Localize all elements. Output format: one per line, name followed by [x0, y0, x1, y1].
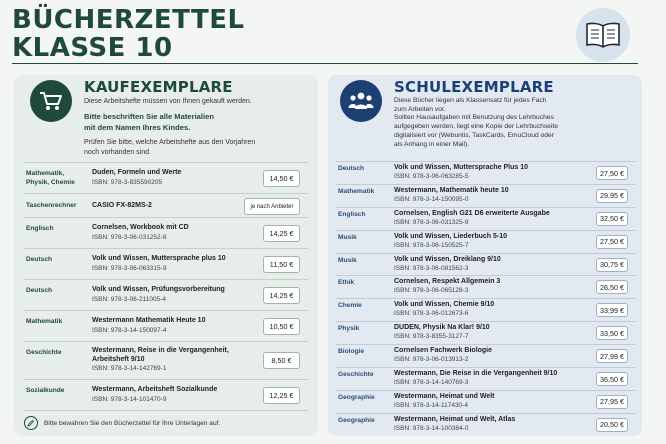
- table-row: [336, 185, 636, 208]
- book-isbn: ISBN: 978-3-14-101470-9: [92, 396, 167, 403]
- table-row: [24, 342, 308, 380]
- book-title: Westermann, Die Reise in die Vergangenheit 9/10: [394, 370, 558, 378]
- pencil-icon: [24, 416, 38, 430]
- open-book-icon: [576, 8, 630, 62]
- table-row: [24, 194, 308, 218]
- book-isbn: ISBN: 978-3-14-150097-4: [92, 327, 167, 334]
- book-isbn: ISBN: 978-3-06-031325-9: [394, 218, 469, 226]
- subject-label: Ethik: [338, 279, 355, 287]
- book-title: Volk und Wissen, Prüfungsvorbereitung: [92, 286, 225, 293]
- subject-label: Deutsch: [26, 287, 53, 294]
- schulexemplare-panel: [328, 75, 642, 436]
- footnote: [24, 416, 220, 430]
- book-isbn: ISBN: 978-3-06-081562-3: [394, 264, 469, 272]
- book-isbn: ISBN: 978-3-8355-3127-7: [394, 333, 469, 341]
- book-title: Volk und Wissen, Muttersprache plus 10: [92, 255, 226, 262]
- page-title-line-1: BÜCHERZETTEL: [12, 5, 245, 35]
- kauf-intro: Diese Arbeitshefte müssen von Ihnen gekauft werden.: [84, 98, 252, 105]
- table-row: [336, 162, 636, 185]
- book-title: Cornelsen, English G21 D6 erweiterte Ausgabe: [394, 209, 550, 217]
- subject-label: Chemie: [338, 302, 362, 310]
- subject-label: Biologie: [338, 348, 365, 356]
- price-box: 32,50 €: [596, 212, 628, 226]
- table-row: [336, 414, 636, 437]
- book-isbn: ISBN: 978-3-06-031252-8: [92, 234, 167, 241]
- subject-label: Englisch: [338, 210, 366, 218]
- subject-label: Englisch: [26, 225, 54, 232]
- price-box: 27,99 €: [596, 349, 628, 363]
- price-box: 27,50 €: [596, 166, 628, 180]
- book-isbn: ISBN: 978-3-06-012673-6: [394, 310, 469, 318]
- price-box: je nach Anbieter: [244, 198, 300, 215]
- table-row: [24, 380, 308, 411]
- book-isbn: ISBN: 978-3-06-063285-5: [394, 173, 469, 180]
- subject-label: Musik: [338, 256, 357, 264]
- kauf-note-line-2: noch vorhanden sind.: [84, 149, 151, 156]
- book-isbn: ISBN: 978-3-14-150095-0: [394, 195, 469, 203]
- table-row: [336, 276, 636, 299]
- book-isbn: ISBN: 978-3-835590205: [92, 179, 163, 186]
- table-row: [336, 345, 636, 368]
- table-row: [336, 231, 636, 254]
- price-box: 33,99 €: [596, 303, 628, 317]
- header-divider: [12, 63, 638, 64]
- price-box: 27,50 €: [596, 235, 628, 249]
- book-isbn: ISBN: 978-3-06-065128-3: [394, 287, 469, 295]
- table-row: [336, 322, 636, 345]
- subject-label: Musik: [338, 233, 357, 241]
- book-isbn: ISBN: 978-3-06-150525-7: [394, 241, 469, 249]
- kauf-heading: KAUFEXEMPLARE: [84, 78, 233, 96]
- price-box: 14,25 €: [263, 225, 300, 242]
- price-box: 11,50 €: [263, 256, 300, 273]
- book-title: Westermann, Reise in die Vergangenheit, Arbeitsheft 9/10: [92, 347, 229, 363]
- schul-table: [336, 161, 636, 437]
- table-row: [24, 218, 308, 249]
- page-title: [12, 6, 245, 62]
- subject-label: Taschenrechner: [26, 202, 77, 209]
- subject-label: Deutsch: [338, 165, 365, 172]
- price-box: 14,50 €: [263, 170, 300, 187]
- table-row: [336, 254, 636, 277]
- table-row: [24, 311, 308, 342]
- subject-label: Geographie: [338, 416, 375, 424]
- price-box: 33,50 €: [596, 326, 628, 340]
- kauf-bold-line-1: Bitte beschriften Sie alle Materialien: [84, 112, 214, 121]
- subject-label: Sozialkunde: [26, 387, 65, 394]
- book-title: Westermann, Heimat und Welt: [394, 392, 495, 400]
- book-title: CASIO FX-82MS-2: [92, 202, 152, 209]
- group-icon: [340, 80, 382, 122]
- price-box: 29,95 €: [596, 189, 628, 203]
- book-title: Volk und Wissen, Muttersprache Plus 10: [394, 164, 529, 171]
- kauf-note-line-1: Prüfen Sie bitte, welche Arbeitshefte aus den Vorjahren: [84, 139, 256, 146]
- subject-label: Geographie: [338, 393, 375, 401]
- subject-label: Deutsch: [26, 256, 53, 263]
- subject-label: Geschichte: [338, 371, 374, 379]
- book-title: Westermann, Mathematik heute 10: [394, 186, 509, 194]
- subject-label: Mathematik, Physik, Chemie: [26, 170, 75, 186]
- book-title: Volk und Wissen, Dreiklang 9/10: [394, 255, 501, 263]
- book-isbn: ISBN: 978-3-14-142769-1: [92, 365, 167, 372]
- book-title: Volk und Wissen, Liederbuch 5-10: [394, 232, 507, 240]
- kaufexemplare-panel: [14, 75, 318, 436]
- table-row: [24, 249, 308, 280]
- book-title: Cornelsen, Workbook mit CD: [92, 224, 189, 231]
- book-isbn: ISBN: 978-3-14-140769-3: [394, 379, 469, 387]
- kauf-table: [24, 162, 308, 411]
- kauf-bold-line-2: mit dem Namen Ihres Kindes.: [84, 123, 191, 132]
- book-isbn: ISBN: 978-3-06-211005-4: [92, 296, 166, 303]
- book-title: DUDEN, Physik Na Klar! 9/10: [394, 324, 490, 332]
- price-box: 26,50 €: [596, 280, 628, 294]
- book-isbn: ISBN: 978-3-14-100384-0: [394, 424, 469, 432]
- table-row: [336, 368, 636, 391]
- table-row: [336, 299, 636, 322]
- schul-intro: Diese Bücher liegen als Klassensatz für jedes Fach zum Arbeiten vor. Sollten Hausaufgaben mit Benutzung des Lehrbuches aufgegeben werden, liegt eine Kopie der Lehrbuchseite digitalisiert vor (Webuntis, TaskCards, EmuCloud oder als Anhang in einer Mail).: [394, 97, 558, 148]
- subject-label: Mathematik: [26, 318, 63, 325]
- price-box: 14,25 €: [263, 287, 300, 304]
- table-row: [24, 163, 308, 194]
- book-isbn: ISBN: 978-3-14-117430-4: [394, 401, 468, 409]
- subject-label: Geschichte: [26, 349, 62, 356]
- price-box: 10,50 €: [263, 318, 300, 335]
- price-box: 27,95 €: [596, 395, 628, 409]
- table-row: [24, 280, 308, 311]
- cart-icon: [30, 80, 72, 122]
- page-title-line-2: KLASSE 10: [12, 33, 173, 63]
- price-box: 36,50 €: [596, 372, 628, 386]
- book-title: Duden, Formeln und Werte: [92, 169, 182, 176]
- subject-label: Mathematik: [338, 187, 375, 195]
- book-title: Cornelsen Fachwerk Biologie: [394, 347, 493, 355]
- book-title: Westermann, Heimat und Welt, Atlas: [394, 415, 516, 423]
- price-box: 8,50 €: [263, 352, 300, 369]
- table-row: [336, 208, 636, 231]
- book-title: Westermann, Arbeitsheft Sozialkunde: [92, 386, 218, 393]
- table-row: [336, 391, 636, 414]
- price-box: 12,25 €: [263, 387, 300, 404]
- schul-heading: SCHULEXEMPLARE: [394, 78, 554, 96]
- footnote-text: Bitte bewahren Sie den Bücherzettel für Ihre Unterlagen auf.: [44, 419, 221, 427]
- book-isbn: ISBN: 978-3-06-063315-9: [92, 265, 167, 272]
- price-box: 20,50 €: [596, 418, 628, 432]
- price-box: 30,75 €: [596, 258, 628, 272]
- subject-label: Physik: [338, 325, 360, 333]
- book-title: Volk und Wissen, Chemie 9/10: [394, 301, 495, 309]
- book-title: Westermann Mathematik Heute 10: [92, 317, 206, 324]
- book-isbn: ISBN: 978-3-06-013913-2: [394, 356, 469, 364]
- book-title: Cornelsen, Respekt Allgemein 3: [394, 278, 501, 286]
